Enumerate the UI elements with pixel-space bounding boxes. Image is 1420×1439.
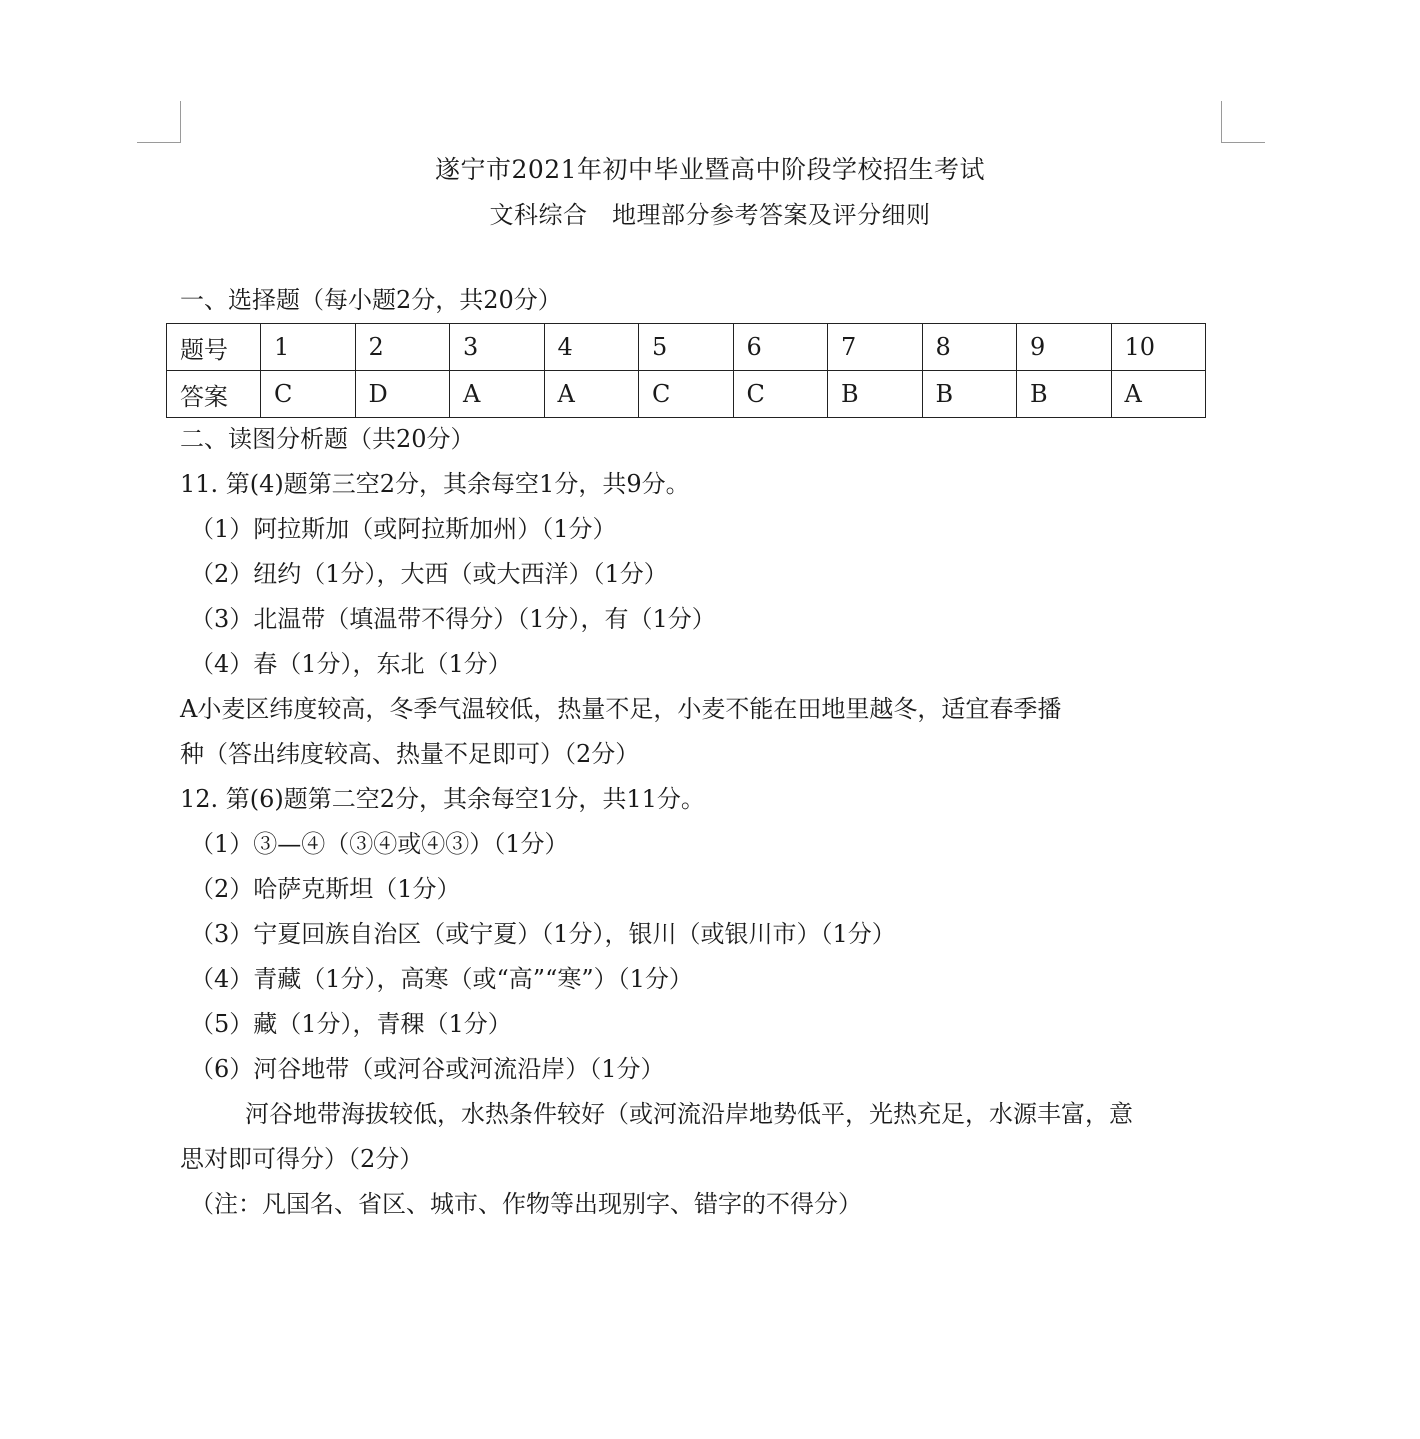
- table-cell: C: [733, 371, 828, 418]
- table-cell: B: [828, 371, 923, 418]
- table-row-answers: [167, 371, 1206, 418]
- answer-table: [166, 323, 1206, 418]
- q12-item-5: （5）藏（1分），青稞（1分）: [190, 1010, 512, 1038]
- table-cell: D: [355, 371, 450, 418]
- table-cell: C: [261, 371, 356, 418]
- q11-item-1: （1）阿拉斯加（或阿拉斯加州）（1分）: [190, 515, 617, 543]
- q12-explanation-line2: 思对即可得分）（2分）: [180, 1145, 424, 1173]
- q11-item-2: （2）纽约（1分），大西（或大西洋）（1分）: [190, 560, 668, 588]
- q12-item-4: （4）青藏（1分），高寒（或“高”“寒”）（1分）: [190, 965, 693, 993]
- table-cell: 3: [450, 324, 545, 371]
- section1-heading: 一、选择题（每小题2分，共20分）: [180, 286, 562, 314]
- table-cell: 10: [1111, 324, 1206, 371]
- table-row-numbers: [167, 324, 1206, 371]
- crop-mark-top-right: [1221, 101, 1265, 143]
- table-cell: 7: [828, 324, 923, 371]
- crop-mark-top-left: [137, 101, 181, 143]
- q12-item-3: （3）宁夏回族自治区（或宁夏）（1分），银川（或银川市）（1分）: [190, 920, 896, 948]
- section2-heading: 二、读图分析题（共20分）: [180, 425, 475, 453]
- table-cell: 8: [922, 324, 1017, 371]
- table-cell: 4: [544, 324, 639, 371]
- table-cell: B: [1017, 371, 1112, 418]
- table-cell: A: [544, 371, 639, 418]
- grading-note: （注：凡国名、省区、城市、作物等出现别字、错字的不得分）: [190, 1190, 862, 1218]
- table-cell: 9: [1017, 324, 1112, 371]
- q11-explanation-line1: A小麦区纬度较高，冬季气温较低，热量不足，小麦不能在田地里越冬，适宜春季播: [180, 695, 1062, 723]
- q11-item-4: （4）春（1分），东北（1分）: [190, 650, 512, 678]
- q12-explanation-line1: 河谷地带海拔较低，水热条件较好（或河流沿岸地势低平，光热充足，水源丰富，意: [245, 1100, 1133, 1128]
- table-cell: C: [639, 371, 734, 418]
- table-cell: A: [1111, 371, 1206, 418]
- table-cell: 2: [355, 324, 450, 371]
- q11-intro: 11. 第(4)题第三空2分，其余每空1分，共9分。: [180, 470, 690, 498]
- q12-item-1: （1）③—④（③④或④③）（1分）: [190, 830, 569, 858]
- table-cell: 6: [733, 324, 828, 371]
- table-cell: 5: [639, 324, 734, 371]
- q12-item-2: （2）哈萨克斯坦（1分）: [190, 875, 461, 903]
- page-subtitle: 文科综合 地理部分参考答案及评分细则: [489, 201, 931, 229]
- table-cell: 1: [261, 324, 356, 371]
- q12-intro: 12. 第(6)题第二空2分，其余每空1分，共11分。: [180, 785, 705, 813]
- table-row-header: 答案: [167, 371, 261, 418]
- q12-item-6: （6）河谷地带（或河谷或河流沿岸）（1分）: [190, 1055, 665, 1083]
- q11-item-3: （3）北温带（填温带不得分）（1分），有（1分）: [190, 605, 716, 633]
- table-cell: B: [922, 371, 1017, 418]
- q11-explanation-line2: 种（答出纬度较高、热量不足即可）（2分）: [180, 740, 640, 768]
- table-row-header: 题号: [167, 324, 261, 371]
- table-cell: A: [450, 371, 545, 418]
- page-title: 遂宁市2021年初中毕业暨高中阶段学校招生考试: [434, 155, 986, 184]
